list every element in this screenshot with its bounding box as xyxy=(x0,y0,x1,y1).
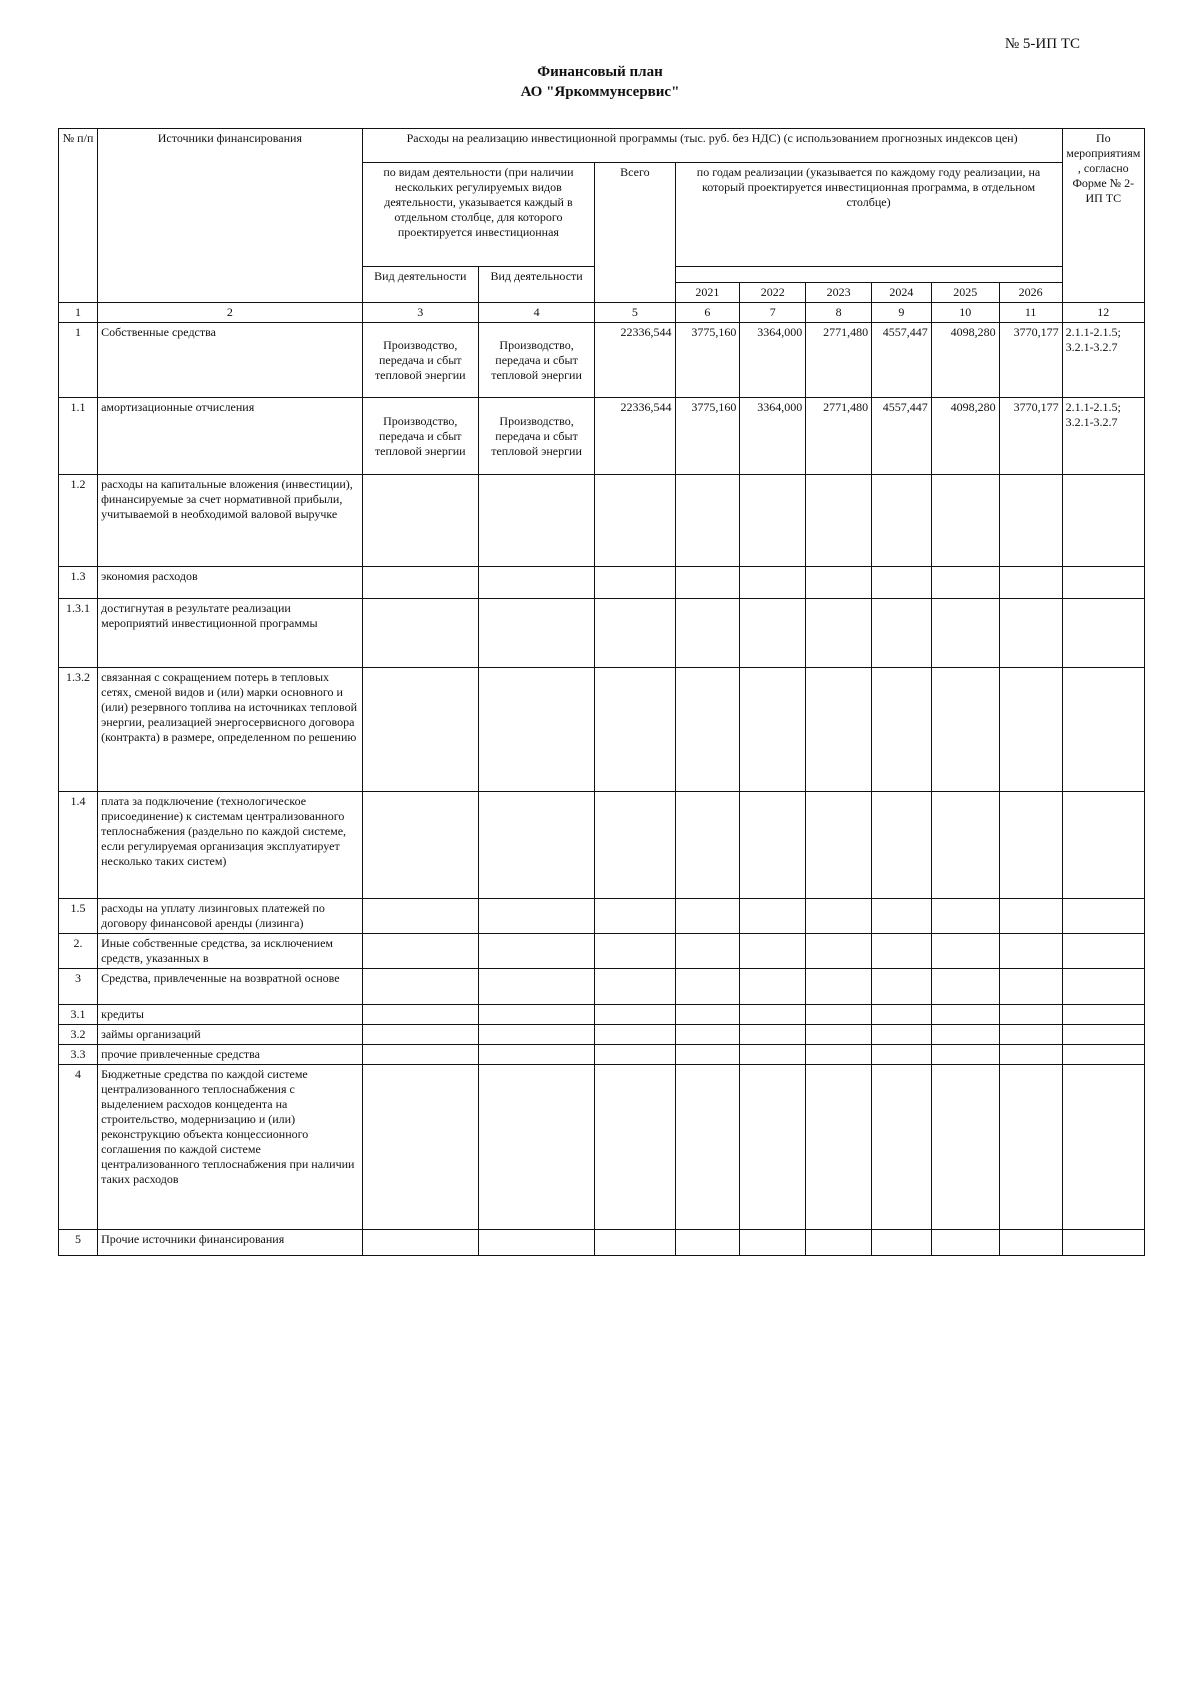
table-row xyxy=(59,1045,1145,1065)
header-year: 2023 xyxy=(806,283,872,303)
column-number: 8 xyxy=(806,303,872,323)
row-number: 3.3 xyxy=(59,1045,98,1065)
table-row xyxy=(59,668,1145,792)
row-number: 1.4 xyxy=(59,792,98,899)
header-col-total: Всего xyxy=(595,163,675,303)
table-row xyxy=(59,398,1145,475)
row-source-name: Средства, привлеченные на возвратной основе xyxy=(98,969,363,1005)
header-year: 2025 xyxy=(931,283,999,303)
row-year-value: 3770,177 xyxy=(999,398,1062,475)
header-year: 2021 xyxy=(675,283,740,303)
row-year-value: 3364,000 xyxy=(740,323,806,398)
row-source-name: экономия расходов xyxy=(98,567,363,599)
table-row xyxy=(59,1065,1145,1230)
column-number: 6 xyxy=(675,303,740,323)
row-year-value: 4557,447 xyxy=(872,398,932,475)
column-number: 3 xyxy=(362,303,478,323)
row-number: 5 xyxy=(59,1230,98,1256)
column-number: 7 xyxy=(740,303,806,323)
header-years-gap xyxy=(675,267,1062,283)
row-source-name: плата за подключение (технологическое присоединение) к системам централизованного теплоснабжения (раздельно по каждой системе, если регулируемая организация эксплуатирует несколько таких систем) xyxy=(98,792,363,899)
row-number: 1.3 xyxy=(59,567,98,599)
table-row xyxy=(59,323,1145,398)
row-source-name: займы организаций xyxy=(98,1025,363,1045)
row-activity-2: Производство, передача и сбыт тепловой энергии xyxy=(478,323,594,398)
row-source-name: кредиты xyxy=(98,1005,363,1025)
financial-plan-table xyxy=(58,128,1145,1256)
column-number: 4 xyxy=(478,303,594,323)
row-measures: 2.1.1-2.1.5; 3.2.1-3.2.7 xyxy=(1062,398,1144,475)
row-year-value: 3775,160 xyxy=(675,323,740,398)
header-activity-2: Вид деятельности xyxy=(478,267,594,303)
company-name: АО "Яркоммунсервис" xyxy=(520,84,680,100)
table-header xyxy=(59,129,1145,323)
column-number: 11 xyxy=(999,303,1062,323)
row-total: 22336,544 xyxy=(595,323,675,398)
row-number: 2. xyxy=(59,934,98,969)
header-year: 2026 xyxy=(999,283,1062,303)
row-number: 1.3.2 xyxy=(59,668,98,792)
column-number: 9 xyxy=(872,303,932,323)
row-source-name: расходы на уплату лизинговых платежей по договору финансовой аренды (лизинга) xyxy=(98,899,363,934)
row-number: 1.1 xyxy=(59,398,98,475)
column-number: 1 xyxy=(59,303,98,323)
row-source-name: Иные собственные средства, за исключением средств, указанных в xyxy=(98,934,363,969)
row-year-value: 4098,280 xyxy=(931,323,999,398)
table-row xyxy=(59,567,1145,599)
column-number: 2 xyxy=(98,303,363,323)
column-number: 10 xyxy=(931,303,999,323)
table-body xyxy=(59,323,1145,1256)
row-number: 3.1 xyxy=(59,1005,98,1025)
row-measures: 2.1.1-2.1.5; 3.2.1-3.2.7 xyxy=(1062,323,1144,398)
row-source-name: прочие привлеченные средства xyxy=(98,1045,363,1065)
table-row xyxy=(59,1025,1145,1045)
row-number: 3 xyxy=(59,969,98,1005)
row-source-name: Бюджетные средства по каждой системе централизованного теплоснабжения с выделением расходов концедента на строительство, модернизацию и (или) реконструкцию объекта концессионного соглашения по каждой системе централизованного теплоснабжения при наличии таких расходов xyxy=(98,1065,363,1230)
table-row xyxy=(59,599,1145,668)
row-year-value: 4098,280 xyxy=(931,398,999,475)
row-year-value: 2771,480 xyxy=(806,398,872,475)
header-col-sources: Источники финансирования xyxy=(98,129,363,303)
row-year-value: 2771,480 xyxy=(806,323,872,398)
header-col-by-years: по годам реализации (указывается по каждому году реализации, на который проектируется инвестиционная программа, в отдельном столбце) xyxy=(675,163,1062,267)
document-title: Финансовый план xyxy=(537,64,663,80)
row-year-value: 3770,177 xyxy=(999,323,1062,398)
row-number: 1.5 xyxy=(59,899,98,934)
table-row xyxy=(59,792,1145,899)
row-number: 1.2 xyxy=(59,475,98,567)
form-number: № 5-ИП ТС xyxy=(1004,36,1080,52)
row-source-name: Прочие источники финансирования xyxy=(98,1230,363,1256)
row-total: 22336,544 xyxy=(595,398,675,475)
row-activity-1: Производство, передача и сбыт тепловой энергии xyxy=(362,398,478,475)
table-row xyxy=(59,969,1145,1005)
column-number: 12 xyxy=(1062,303,1144,323)
row-number: 1 xyxy=(59,323,98,398)
row-activity-1: Производство, передача и сбыт тепловой энергии xyxy=(362,323,478,398)
row-source-name: амортизационные отчисления xyxy=(98,398,363,475)
row-source-name: достигнутая в результате реализации мероприятий инвестиционной программы xyxy=(98,599,363,668)
column-numbers-row xyxy=(59,303,1145,323)
column-number: 5 xyxy=(595,303,675,323)
row-source-name: расходы на капитальные вложения (инвестиции), финансируемые за счет нормативной прибыли, учитываемой в необходимой валовой выручке xyxy=(98,475,363,567)
table-row xyxy=(59,1230,1145,1256)
row-number: 3.2 xyxy=(59,1025,98,1045)
row-source-name: Собственные средства xyxy=(98,323,363,398)
header-year: 2022 xyxy=(740,283,806,303)
row-number: 4 xyxy=(59,1065,98,1230)
header-activity-1: Вид деятельности xyxy=(362,267,478,303)
header-col-expenses: Расходы на реализацию инвестиционной программы (тыс. руб. без НДС) (с использованием прогнозных индексов цен) xyxy=(362,129,1062,163)
table-row xyxy=(59,475,1145,567)
row-year-value: 4557,447 xyxy=(872,323,932,398)
header-col-measures: По мероприятиям, согласно Форме № 2-ИП ТС xyxy=(1062,129,1144,303)
row-year-value: 3364,000 xyxy=(740,398,806,475)
row-year-value: 3775,160 xyxy=(675,398,740,475)
table-row xyxy=(59,899,1145,934)
document-title-block xyxy=(0,62,1200,102)
table-row xyxy=(59,934,1145,969)
header-col-no: № п/п xyxy=(59,129,98,303)
header-col-by-activity: по видам деятельности (при наличии нескольких регулируемых видов деятельности, указывается каждый в отдельном столбце, для которого проектируется инвестиционная xyxy=(362,163,595,267)
row-activity-2: Производство, передача и сбыт тепловой энергии xyxy=(478,398,594,475)
header-year: 2024 xyxy=(872,283,932,303)
row-number: 1.3.1 xyxy=(59,599,98,668)
row-source-name: связанная с сокращением потерь в тепловых сетях, сменой видов и (или) марки основного и (или) резервного топлива на источниках тепловой энергии, реализацией энергосервисного договора (контракта) в размере, определенном по решению xyxy=(98,668,363,792)
table-row xyxy=(59,1005,1145,1025)
